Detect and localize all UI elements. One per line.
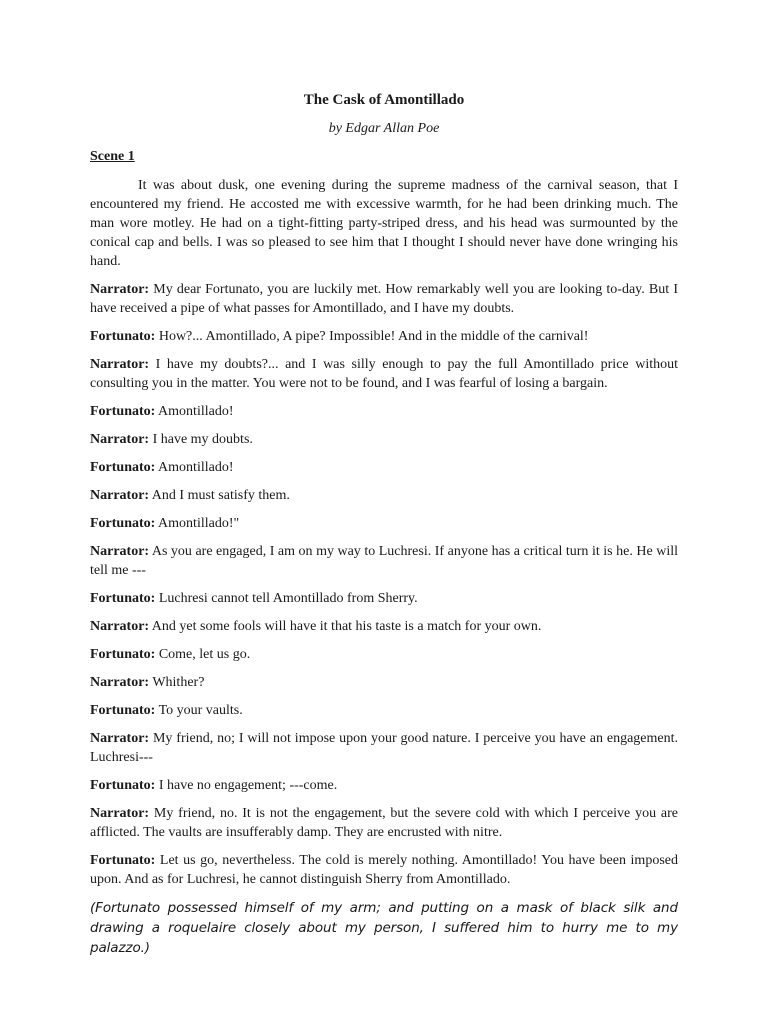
- scene-heading: Scene 1: [90, 149, 135, 164]
- speaker-label: Fortunato:: [90, 647, 156, 662]
- dialogue-line: [90, 589, 678, 608]
- dialogue-line: [90, 804, 678, 842]
- dialogue-line: [90, 355, 678, 393]
- dialogue-line: [90, 402, 678, 421]
- dialogue-text: And yet some fools will have it that his taste is a match for your own.: [149, 619, 542, 634]
- dialogue-text: Let us go, nevertheless. The cold is merely nothing. Amontillado! You have been imposed upon. And as for Luchresi, he cannot distinguish Sherry from Amontillado.: [90, 853, 678, 887]
- speaker-label: Narrator:: [90, 619, 150, 634]
- dialogue-line: [90, 645, 678, 664]
- speaker-label: Narrator:: [90, 731, 150, 746]
- dialogue-text: And I must satisfy them.: [149, 488, 290, 503]
- dialogue-line: [90, 280, 678, 318]
- dialogue-text: Amontillado!: [155, 404, 234, 419]
- dialogue-line: [90, 701, 678, 720]
- speaker-label: Narrator:: [90, 357, 150, 372]
- dialogue-line: [90, 486, 678, 505]
- dialogue-line: [90, 851, 678, 889]
- dialogue-line: [90, 430, 678, 449]
- dialogue-text: Amontillado!: [155, 460, 234, 475]
- dialogue-text: As you are engaged, I am on my way to Luchresi. If anyone has a critical turn it is he. He will tell me ---: [90, 544, 678, 578]
- dialogue-text: To your vaults.: [155, 703, 243, 718]
- dialogue-text: I have my doubts.: [149, 432, 253, 447]
- dialogue-text: Whither?: [149, 675, 205, 690]
- dialogue-line: [90, 542, 678, 580]
- dialogue-text: Luchresi cannot tell Amontillado from Sherry.: [155, 591, 418, 606]
- speaker-label: Fortunato:: [90, 329, 156, 344]
- speaker-label: Fortunato:: [90, 703, 156, 718]
- document-author: by Edgar Allan Poe: [328, 121, 440, 136]
- dialogue-line: [90, 514, 678, 533]
- dialogue-line: [90, 776, 678, 795]
- dialogue-text: How?... Amontillado, A pipe? Impossible! And in the middle of the carnival!: [155, 329, 589, 344]
- speaker-label: Fortunato:: [90, 778, 156, 793]
- speaker-label: Fortunato:: [90, 853, 156, 868]
- dialogue-text: I have my doubts?... and I was silly enough to pay the full Amontillado price without consulting you in the matter. You were not to be found, and I was fearful of losing a bargain.: [90, 357, 678, 391]
- dialogue-line: [90, 617, 678, 636]
- dialogue-line: [90, 327, 678, 346]
- dialogue-line: [90, 458, 678, 477]
- dialogue-line: [90, 729, 678, 767]
- dialogue-text: Come, let us go.: [155, 647, 251, 662]
- speaker-label: Fortunato:: [90, 404, 156, 419]
- dialogue-line: [90, 673, 678, 692]
- speaker-label: Narrator:: [90, 675, 150, 690]
- speaker-label: Narrator:: [90, 806, 150, 821]
- speaker-label: Fortunato:: [90, 516, 156, 531]
- document-title: The Cask of Amontillado: [303, 92, 465, 108]
- speaker-label: Narrator:: [90, 432, 150, 447]
- dialogue-text: I have no engagement; ---come.: [155, 778, 338, 793]
- speaker-label: Fortunato:: [90, 591, 156, 606]
- dialogue-text: My dear Fortunato, you are luckily met. How remarkably well you are looking to-day. But I have received a pipe of what passes for Amontillado, and I have my doubts.: [90, 282, 678, 316]
- dialogue-text: My friend, no. It is not the engagement, but the severe cold with which I perceive you are afflicted. The vaults are insufferably damp. They are encrusted with nitre.: [90, 806, 678, 840]
- speaker-label: Narrator:: [90, 488, 150, 503]
- speaker-label: Fortunato:: [90, 460, 156, 475]
- stage-direction: (Fortunato possessed himself of my arm; and putting on a mask of black silk and drawing a roquelaire closely about my person, I suffered him to hurry me to my palazzo.): [90, 900, 678, 956]
- dialogue-text: Amontillado!": [155, 516, 240, 531]
- speaker-label: Narrator:: [90, 544, 150, 559]
- intro-paragraph: It was about dusk, one evening during the supreme madness of the carnival season, that I encountered my friend. He accosted me with excessive warmth, for he had been drinking much. The man wore motley. He had on a tight-fitting party-striped dress, and his head was surmounted by the conical cap and bells. I was so pleased to see him that I thought I should never have done wringing his hand.: [90, 178, 678, 269]
- dialogue-text: My friend, no; I will not impose upon your good nature. I perceive you have an engagement. Luchresi---: [90, 731, 678, 765]
- speaker-label: Narrator:: [90, 282, 150, 297]
